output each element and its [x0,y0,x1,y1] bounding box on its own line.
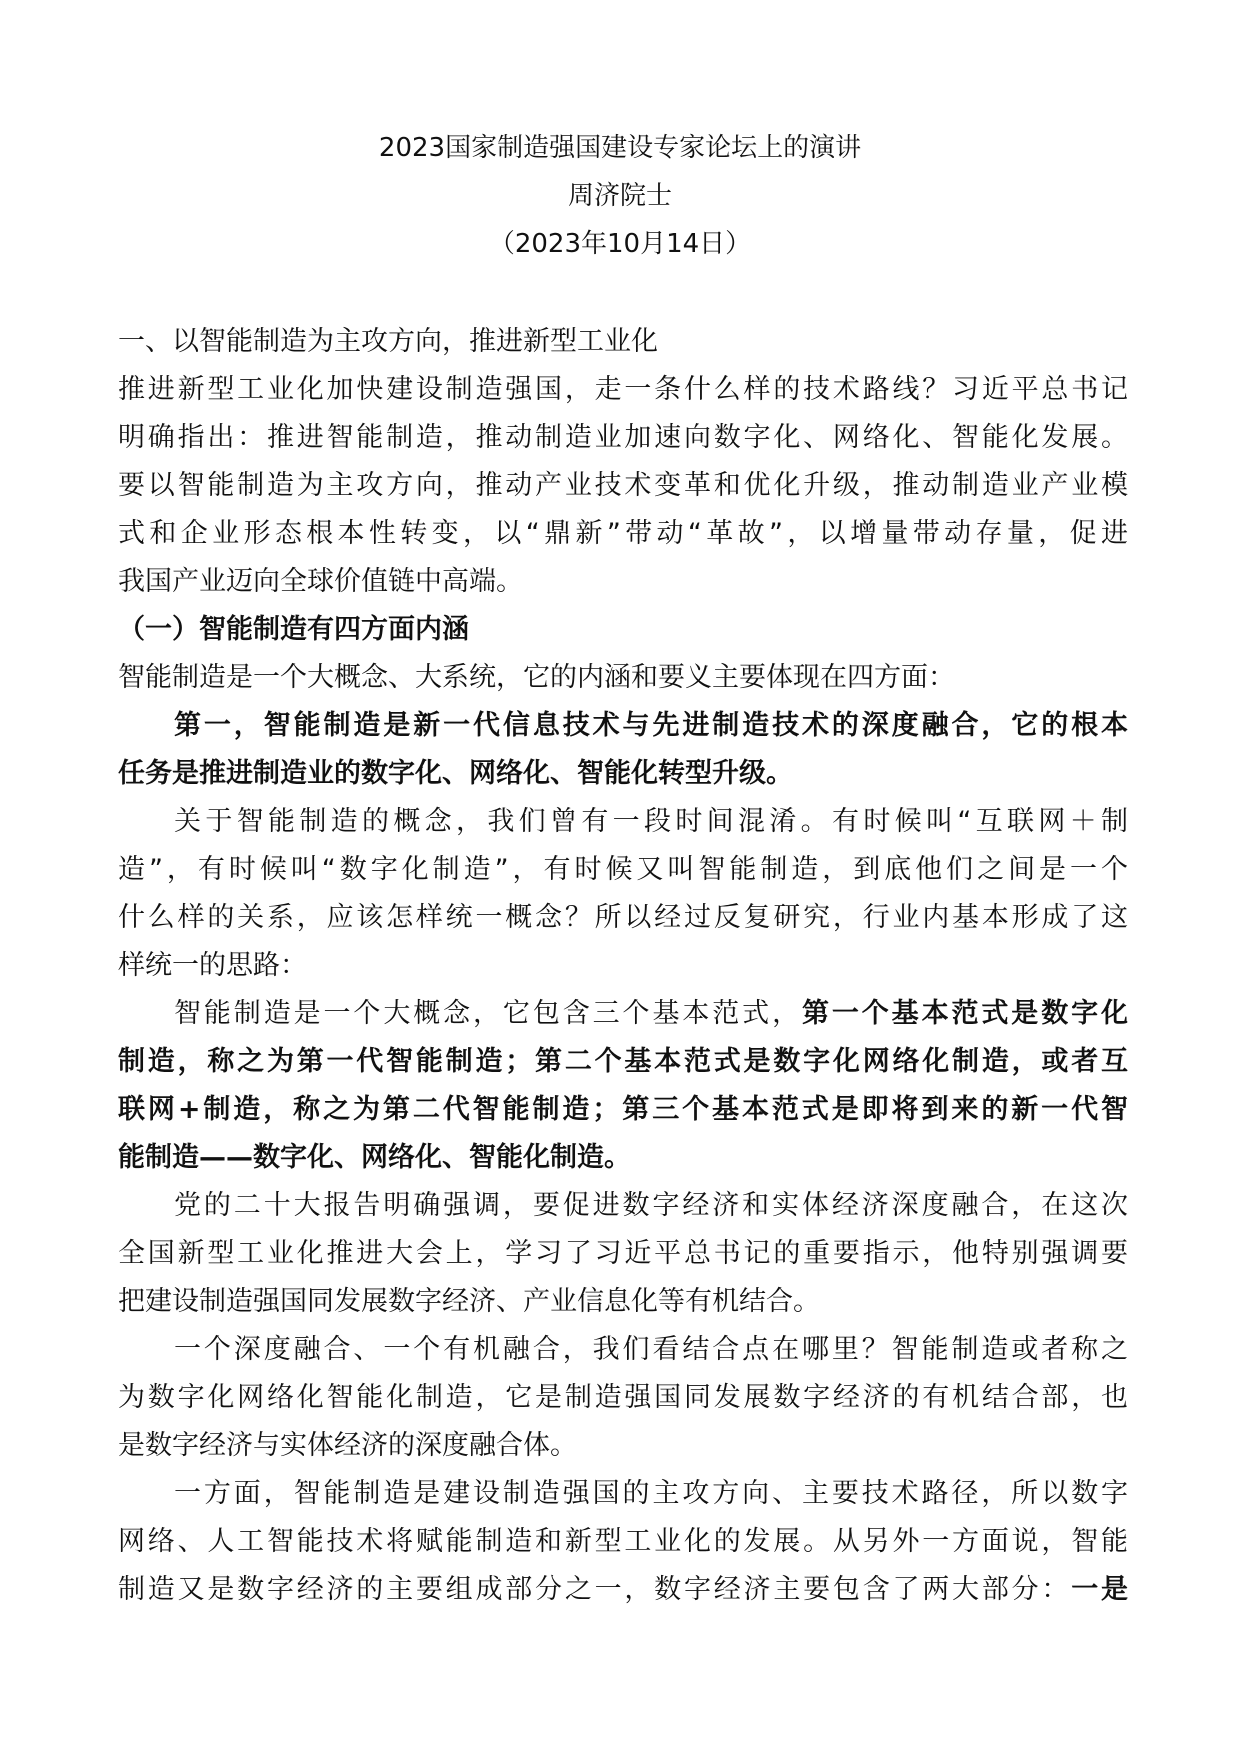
text-line: 是数字经济与实体经济的深度融合体。 [118,1430,577,1461]
text-line: 制造，称之为第一代智能制造；第二个基本范式是数字化网络化制造，或者互 [118,1046,1128,1077]
paragraph-1 [118,366,1128,606]
text-line: 推进新型工业化加快建设制造强国，走一条什么样的技术路线？习近平总书记 [118,374,1128,405]
paragraph-3 [118,702,1128,798]
text-line: 式和企业形态根本性转变，以“鼎新”带动“革故”，以增量带动存量，促进 [118,518,1128,549]
text-line: 把建设制造强国同发展数字经济、产业信息化等有机结合。 [118,1286,820,1317]
text-line: 为数字化网络化智能化制造，它是制造强国同发展数字经济的有机结合部，也 [118,1382,1128,1413]
paragraph-4 [118,798,1128,990]
text-line: 明确指出：推进智能制造，推动制造业加速向数字化、网络化、智能化发展。 [118,422,1128,453]
text-line: 样统一的思路： [118,950,307,981]
text-run: 制造又是数字经济的主要组成部分之一，数字经济主要包含了两大部分： [118,1574,1072,1605]
document-header [0,124,1240,268]
text-line [118,1566,1128,1614]
text-line: 我国产业迈向全球价值链中高端。 [118,566,523,597]
speech-date: （2023年10月14日） [488,229,752,259]
text-line: 第一，智能制造是新一代信息技术与先进制造技术的深度融合，它的根本 [174,710,1128,741]
text-line: 党的二十大报告明确强调，要促进数字经济和实体经济深度融合，在这次 [174,1190,1128,1221]
text-line: 能制造——数字化、网络化、智能化制造。 [118,1142,631,1173]
paragraph-2: 智能制造是一个大概念、大系统，它的内涵和要义主要体现在四方面： [118,662,955,693]
subsection-heading: （一）智能制造有四方面内涵 [118,614,469,645]
text-line [118,990,1128,1038]
paragraph-8 [118,1470,1128,1614]
text-line: 一个深度融合、一个有机融合，我们看结合点在哪里？智能制造或者称之 [174,1334,1128,1365]
text-line: 全国新型工业化推进大会上，学习了习近平总书记的重要指示，他特别强调要 [118,1238,1128,1269]
text-line: 任务是推进制造业的数字化、网络化、智能化转型升级。 [118,758,793,789]
paragraph-6 [118,1182,1128,1326]
speaker-name: 周济院士 [567,181,672,211]
text-run-bold: 第一个基本范式是数字化 [801,998,1128,1029]
document-title: 2023国家制造强国建设专家论坛上的演讲 [378,133,862,163]
text-run-bold: 一是 [1071,1574,1128,1605]
text-run: 智能制造是一个大概念，它包含三个基本范式， [174,998,802,1029]
text-line: 一方面，智能制造是建设制造强国的主攻方向、主要技术路径，所以数字 [174,1478,1128,1509]
text-line: 联网+制造，称之为第二代智能制造；第三个基本范式是即将到来的新一代智 [118,1094,1128,1125]
text-line: 要以智能制造为主攻方向，推动产业技术变革和优化升级，推动制造业产业模 [118,470,1128,501]
paragraph-7 [118,1326,1128,1470]
text-line: 造”，有时候叫“数字化制造”，有时候又叫智能制造，到底他们之间是一个 [118,854,1128,885]
text-line: 网络、人工智能技术将赋能制造和新型工业化的发展。从另外一方面说，智能 [118,1526,1128,1557]
document-body [118,318,1128,1614]
paragraph-5 [118,990,1128,1182]
text-line: 什么样的关系，应该怎样统一概念？所以经过反复研究，行业内基本形成了这 [118,902,1128,933]
text-line: 关于智能制造的概念，我们曾有一段时间混淆。有时候叫“互联网＋制 [174,806,1128,837]
section-heading-1: 一、以智能制造为主攻方向，推进新型工业化 [118,326,658,357]
